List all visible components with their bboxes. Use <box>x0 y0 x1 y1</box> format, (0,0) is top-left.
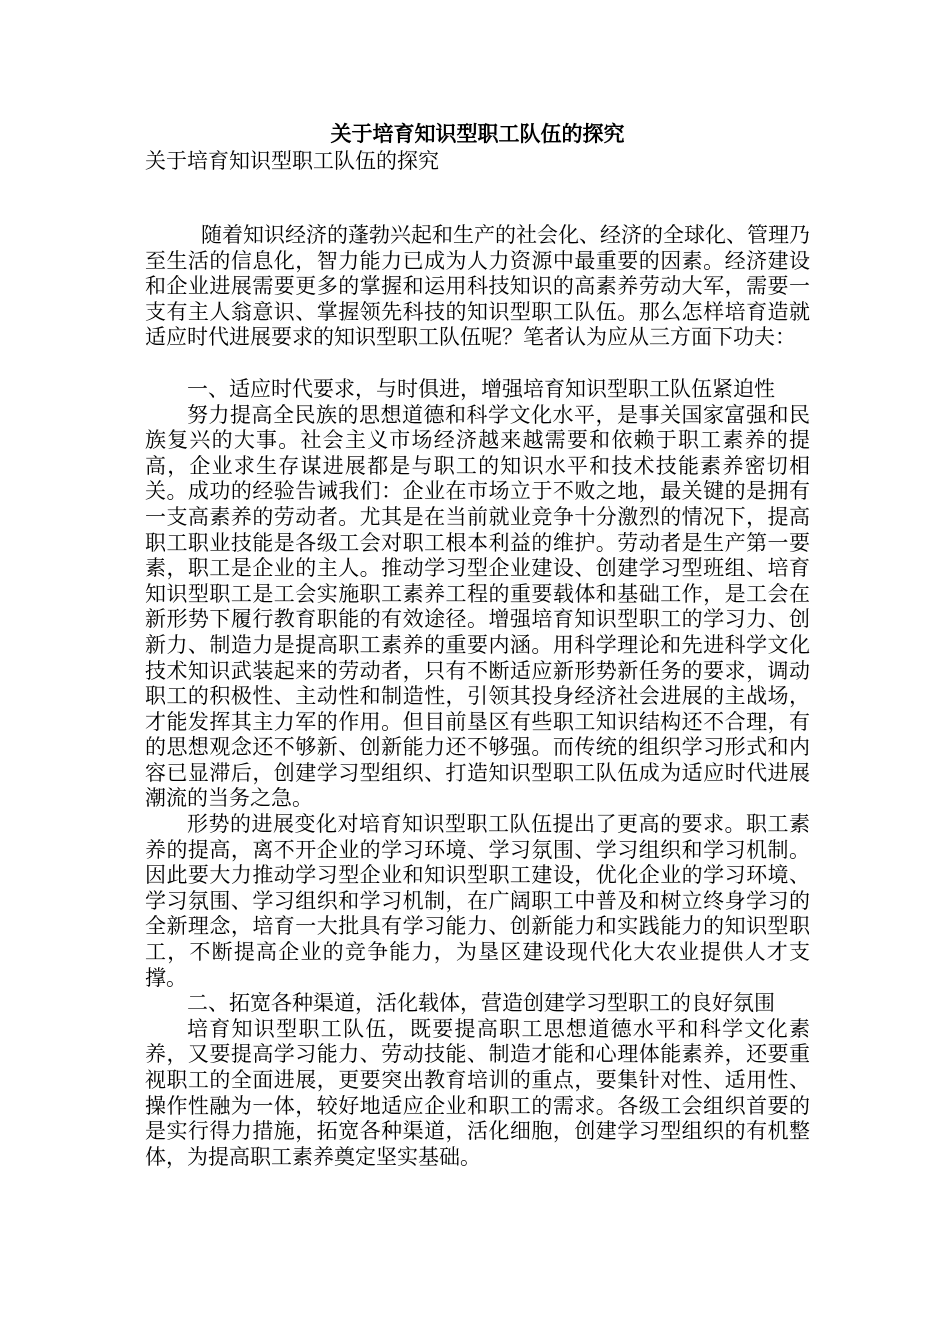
document-title: 关于培育知识型职工队伍的探究 <box>330 121 625 146</box>
section-1-paragraph-1: 努力提高全民族的思想道德和科学文化水平，是事关国家富强和民族复兴的大事。社会主义市场经济越来越需要和依赖于职工素养的提高，企业求生存谋进展都是与职工的知识水平和技术技能素养密切相关。成功的经验告诫我们：企业在市场立于不败之地，最关键的是拥有一支高素养的劳动者。尤其是在当前就业竞争十分激烈的情况下，提高职工职业技能是各级工会对职工根本利益的维护。劳动者是生产第一要素，职工是企业的主人。推动学习型企业建设、创建学习型班组、培育知识型职工是工会实施职工素养工程的重要载体和基础工作，是工会在新形势下履行教育职能的有效途径。增强培育知识型职工的学习力、创新力、制造力是提高职工素养的重要内涵。用科学理论和先进科学文化技术知识武装起来的劳动者，只有不断适应新形势新任务的要求，调动职工的积极性、主动性和制造性，引领其投身经济社会进展的主战场，才能发挥其主力军的作用。但目前垦区有些职工知识结构还不合理，有的思想观念还不够新、创新能力还不够强。而传统的组织学习形式和内容已显滞后，创建学习型组织、打造知识型职工队伍成为适应时代进展潮流的当务之急。 <box>145 402 810 811</box>
blank-line <box>145 351 810 377</box>
section-1-paragraph-2: 形势的进展变化对培育知识型职工队伍提出了更高的要求。职工素养的提高，离不开企业的学习环境、学习氛围、学习组织和学习机制。因此要大力推动学习型企业和知识型职工建设，优化企业的学习环境、学习氛围、学习组织和学习机制，在广阔职工中普及和树立终身学习的全新理念，培育一大批具有学习能力、创新能力和实践能力的知识型职工，不断提高企业的竞争能力，为垦区建设现代化大农业提供人才支撑。 <box>145 812 810 990</box>
section-2-heading: 二、拓宽各种渠道，活化载体，营造创建学习型职工的良好氛围 <box>187 991 775 1016</box>
section-2-paragraph-1: 培育知识型职工队伍，既要提高职工思想道德水平和科学文化素养，又要提高学习能力、劳动技能、制造才能和心理体能素养，还要重视职工的全面进展，更要突出教育培训的重点，要集针对性、适用性、操作性融为一体，较好地适应企业和职工的需求。各级工会组织首要的是实行得力措施，拓宽各种渠道，活化细胞，创建学习型组织的有机整体，为提高职工素养奠定坚实基础。 <box>145 1016 810 1169</box>
section-1-heading: 一、适应时代要求，与时俱进，增强培育知识型职工队伍紧迫性 <box>187 376 775 401</box>
document-subtitle: 关于培育知识型职工队伍的探究 <box>145 149 439 173</box>
intro-paragraph: 随着知识经济的蓬勃兴起和生产的社会化、经济的全球化、管理乃至生活的信息化，智力能力已成为人力资源中最重要的因素。经济建设和企业进展需要更多的掌握和运用科技知识的高素养劳动大军，需要一支有主人翁意识、掌握领先科技的知识型职工队伍。那么怎样培育造就适应时代进展要求的知识型职工队伍呢？笔者认为应从三方面下功夫： <box>145 223 810 350</box>
document-page <box>145 120 810 1170</box>
blank-line <box>145 175 810 223</box>
